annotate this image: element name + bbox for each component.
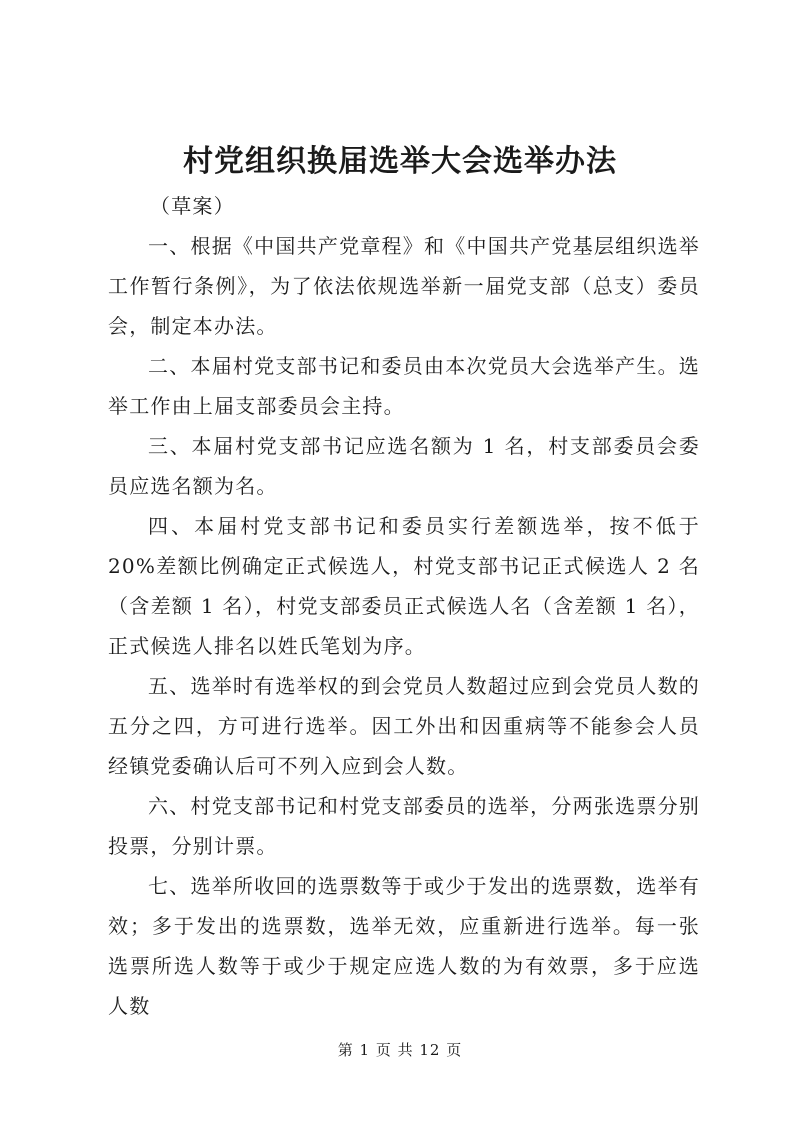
- paragraph-5: 五、选举时有选举权的到会党员人数超过应到会党员人数的五分之四，方可进行选举。因工外出和因重病等不能参会人员经镇党委确认后可不列入应到会人数。: [108, 674, 700, 778]
- paragraph-1: 一、根据《中国共产党章程》和《中国共产党基层组织选举工作暂行条例》，为了依法依规选举新一届党支部（总支）委员会，制定本办法。: [108, 234, 700, 338]
- document-title: 村党组织换届选举大会选举办法: [183, 144, 617, 179]
- document-subtitle: （草案）: [150, 194, 235, 218]
- document-body: [108, 186, 700, 1026]
- paragraph-3: 三、本届村党支部书记应选名额为 1 名，村支部委员会委员应选名额为名。: [108, 434, 700, 498]
- paragraph-4: 四、本届村党支部书记和委员实行差额选举，按不低于 20%差额比例确定正式候选人，村党支部书记正式候选人 2 名（含差额 1 名），村党支部委员正式候选人名（含差额 1 名），正式候选人排名以姓氏笔划为序。: [108, 514, 700, 658]
- paragraph-7: 七、选举所收回的选票数等于或少于发出的选票数，选举有效；多于发出的选票数，选举无效，应重新进行选举。每一张选票所选人数等于或少于规定应选人数的为有效票，多于应选人数: [108, 874, 700, 1018]
- paragraph-6: 六、村党支部书记和村党支部委员的选举，分两张选票分别投票，分别计票。: [108, 794, 700, 858]
- page-number-footer: 第 1 页 共 12 页: [337, 1041, 463, 1059]
- paragraph-2: 二、本届村党支部书记和委员由本次党员大会选举产生。选举工作由上届支部委员会主持。: [108, 354, 700, 418]
